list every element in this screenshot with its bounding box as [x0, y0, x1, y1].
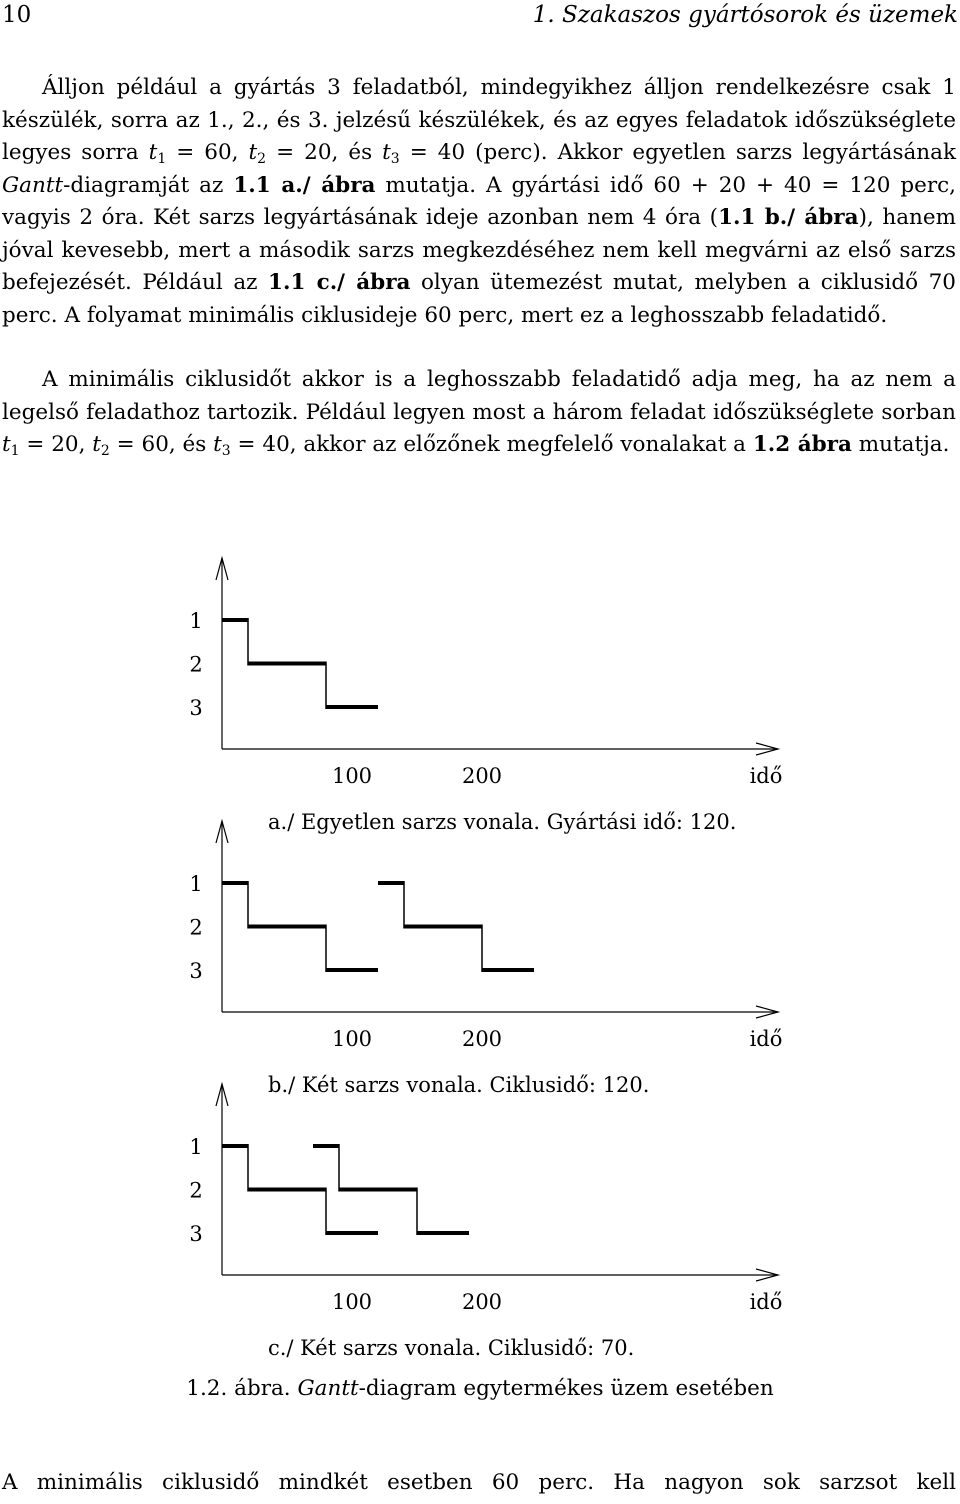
figure-ref-a: 1.1 a./ ábra: [233, 172, 376, 198]
y-tick-label: 2: [189, 1178, 203, 1203]
x-axis-label: idő: [749, 1027, 783, 1051]
x-tick-label: 100: [331, 764, 373, 788]
figure-1-2: [0, 540, 960, 1420]
x-axis-label: idő: [749, 764, 783, 788]
page-number: 10: [2, 2, 32, 28]
paragraph-2: A minimális ciklusidőt akkor is a leghosszabb feladatidő adja meg, ha az nem a legelső feladathoz tartozik. Például legyen most a három feladat időszükséglete sorban $t_1 = 20$, $t_2 = 60$, és $t_3 = 40$, akkor az előzőnek megfelelő vonalakat a 1.2 ábra mutatja.: [2, 367, 956, 459]
gantt-diagrams: [0, 540, 960, 1420]
page-header: [0, 0, 960, 36]
continuation-line: A minimális ciklusidő mindkét esetben 60 perc. Ha nagyon sok sarzsot kell: [2, 1470, 956, 1495]
y-tick-label: 3: [189, 959, 203, 983]
panel-caption: c./ Két sarzs vonala. Ciklusidő: 70.: [268, 1336, 635, 1360]
x-axis-label: idő: [749, 1290, 783, 1314]
x-tick-label: 200: [461, 1027, 503, 1051]
figure-ref-c: 1.1 c./ ábra: [268, 270, 411, 295]
x-tick-label: 100: [331, 1027, 373, 1051]
figure-ref-1-2: 1.2 ábra: [752, 432, 852, 457]
x-tick-label: 200: [461, 764, 503, 788]
paragraph-1: Álljon például a gyártás 3 feladatból, mindegyikhez álljon rendelkezésre csak 1 készülék, sorra az 1., 2., és 3. jelzésű készülékek, és az egyes feladatok időszükséglete legyes sorra $t_1 = 60$, $t_2 = 20$, és $t_3 = 40$ (perc). Akkor egyetlen sarzs legyártásának Gantt-diagramját az 1.1 a./ ábra mutatja. A gyártási idő 60 + 20 + 40 = 120 perc, vagyis 2 óra. Két sarzs legyártásának ideje azonban nem 4 óra (1.1 b./ ábra), hanem jóval kevesebb, mert a második sarzs megkezdéséhez nem kell megvárni az első sarzs befejezését. Például az 1.1 c./ ábra olyan ütemezést mutat, melyben a ciklusidő 70 perc. A folyamat minimális ciklusideje 60 perc, mert ez a leghosszabb feladatidő.: [2, 75, 957, 328]
y-tick-label: 3: [189, 1222, 203, 1246]
x-tick-label: 200: [461, 1290, 503, 1314]
panel-caption: a./ Egyetlen sarzs vonala. Gyártási idő: 120.: [268, 810, 737, 834]
y-tick-label: 3: [189, 696, 203, 720]
figure-ref-b: 1.1 b./ ábra: [718, 205, 859, 230]
running-head: 1. Szakaszos gyártósorok és üzemek: [532, 2, 958, 28]
y-tick-label: 1: [189, 1135, 203, 1159]
y-tick-label: 1: [189, 872, 203, 896]
panel-caption: b./ Két sarzs vonala. Ciklusidő: 120.: [268, 1073, 650, 1097]
y-tick-label: 1: [189, 609, 203, 633]
y-tick-label: 2: [189, 915, 203, 940]
x-tick-label: 100: [331, 1290, 373, 1314]
y-tick-label: 2: [189, 652, 203, 677]
figure-caption: 1.2. ábra. Gantt-diagram egytermékes üzem esetében: [186, 1376, 774, 1401]
